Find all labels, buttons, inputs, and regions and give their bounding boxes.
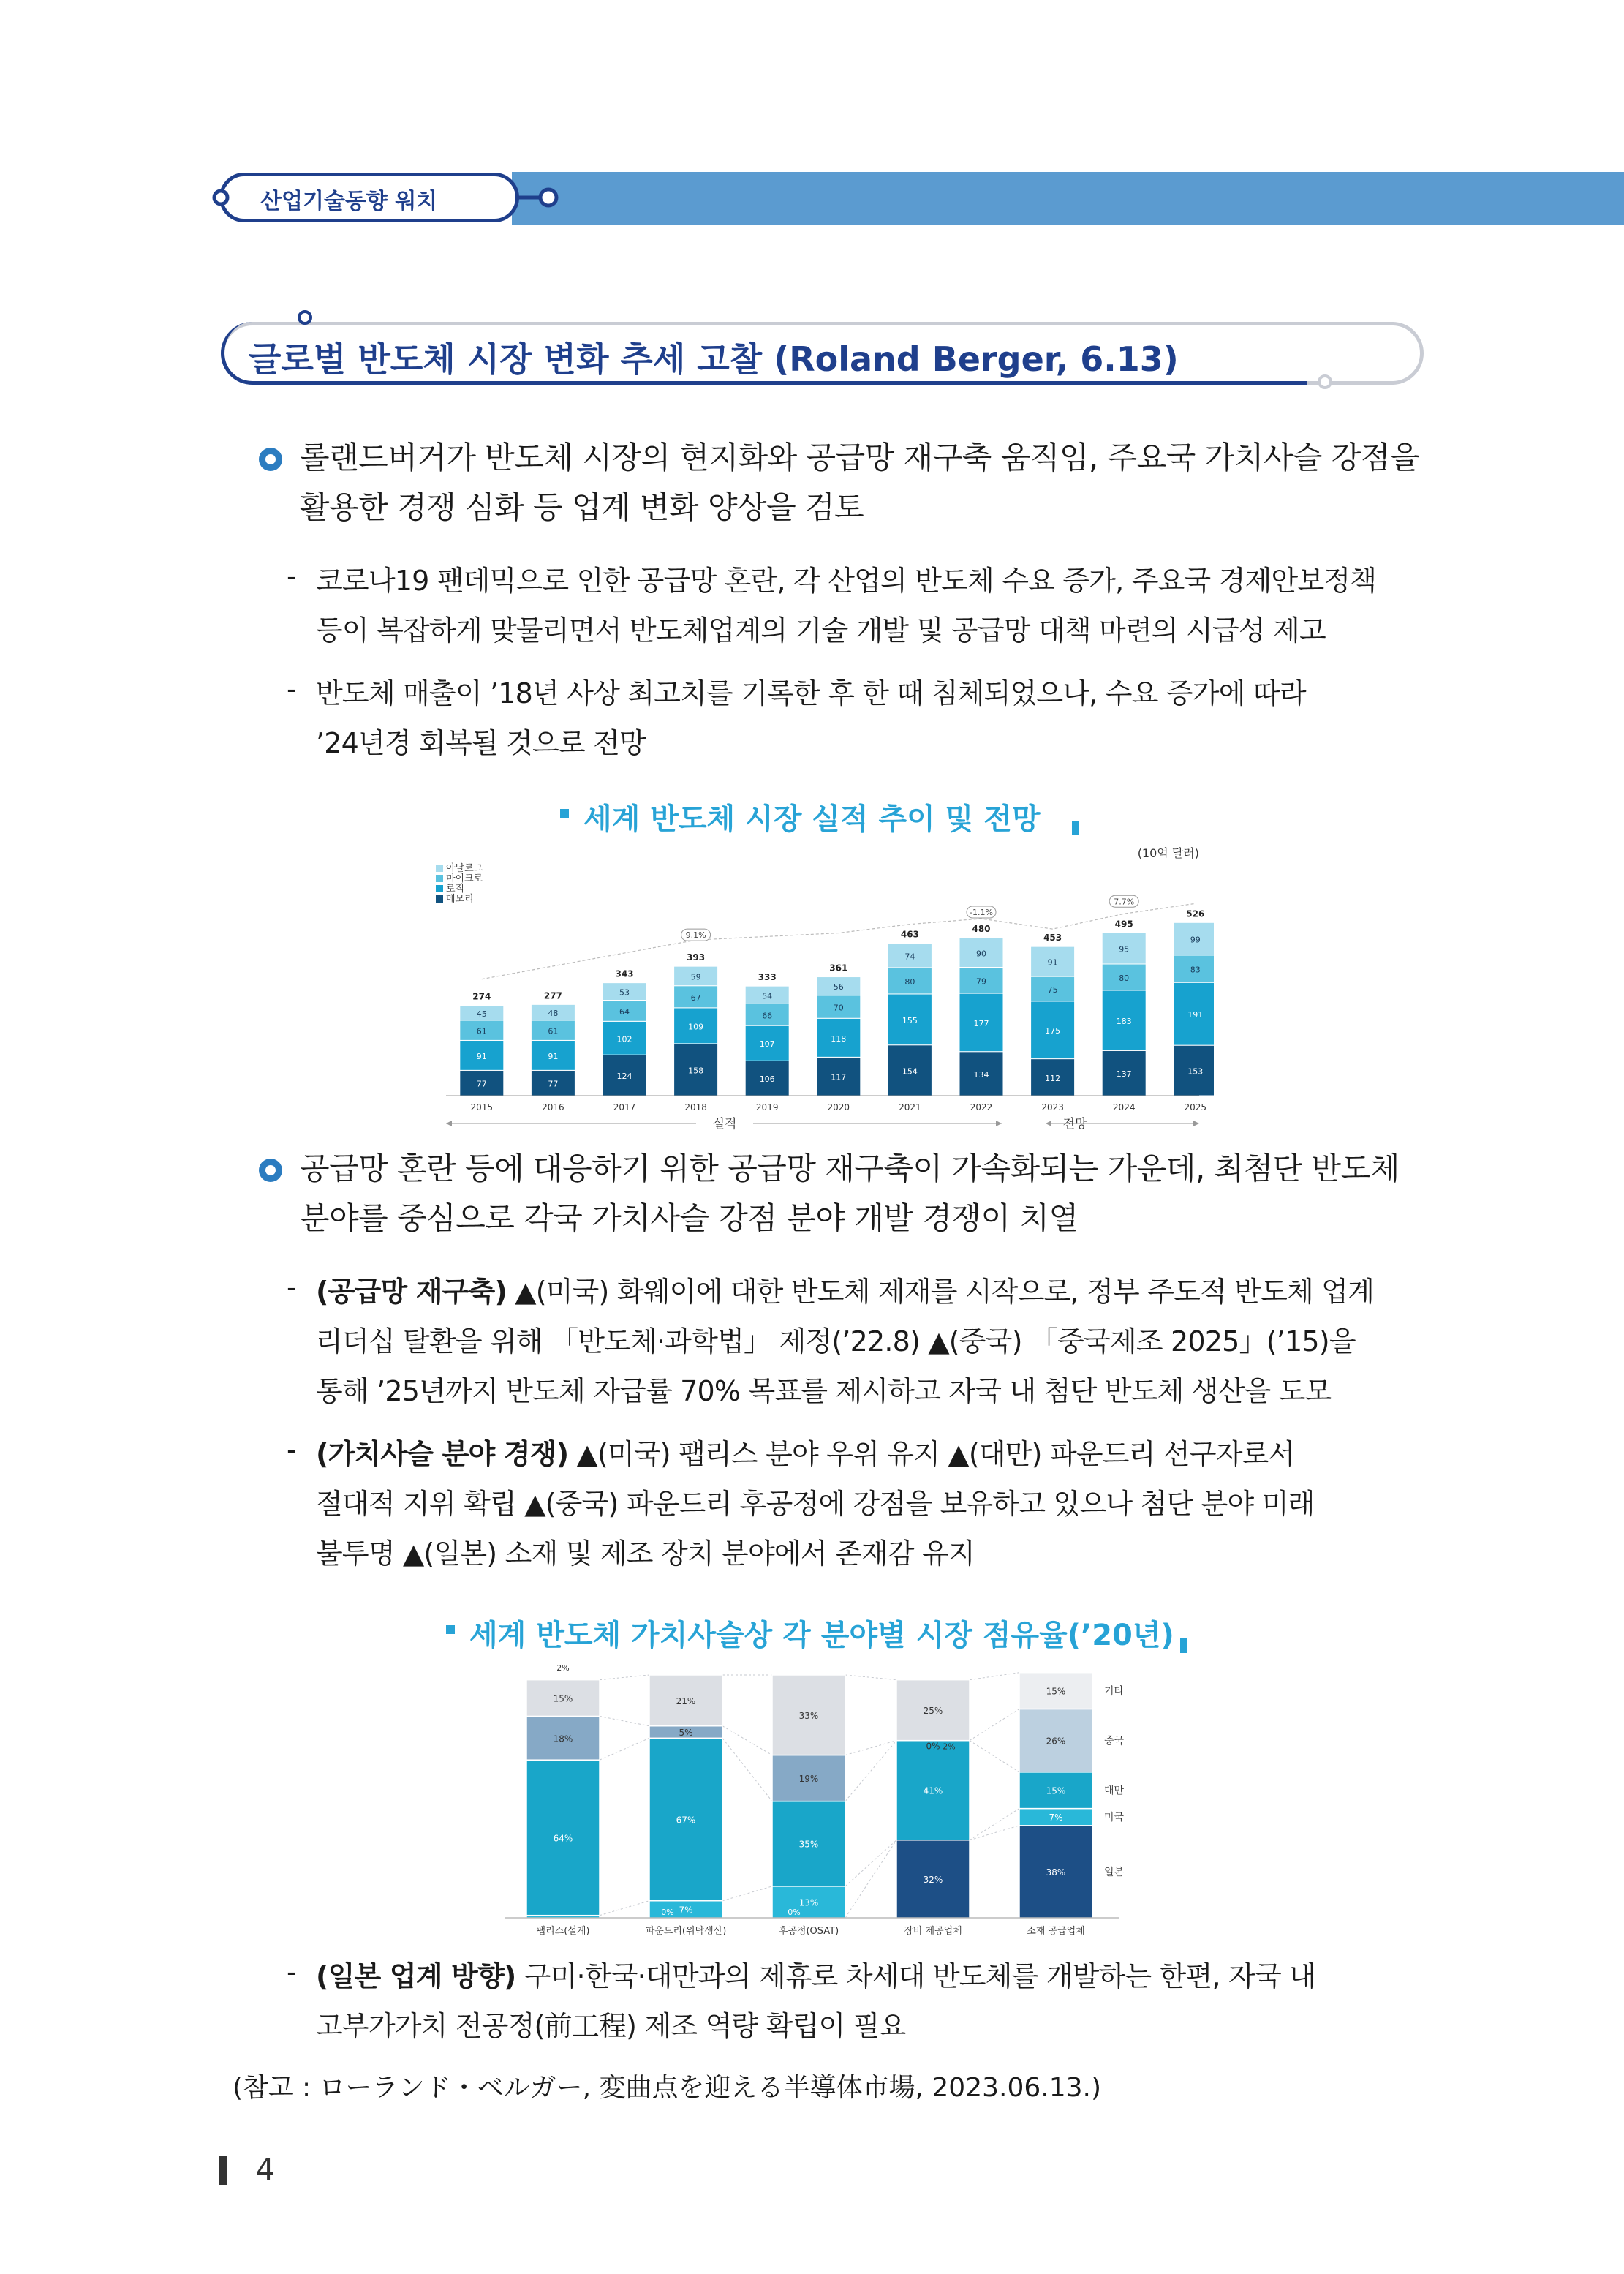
chart2-value-label: 25%	[923, 1706, 943, 1717]
legend-swatch	[436, 865, 443, 872]
chart2-x-tick: 소재 공급업체	[1027, 1926, 1085, 1937]
para1-sub2-line: ’24년경 회복될 것으로 전망	[316, 727, 646, 759]
chart2-legend-label: 미국	[1104, 1812, 1125, 1824]
chart2-value-label: 19%	[798, 1774, 819, 1785]
para1-main-line: 활용한 경쟁 심화 등 업계 변화 양상을 검토	[300, 489, 864, 525]
chart1-value-label: 80	[904, 976, 915, 987]
chart2-legend-label: 일본	[1104, 1866, 1125, 1878]
chart1-value-label: 77	[548, 1079, 559, 1089]
legend-label: 아날로그	[446, 863, 483, 874]
chart2-value-label: 15%	[553, 1693, 573, 1704]
chart2-legend-label: 대만	[1104, 1785, 1125, 1797]
chart1-value-label: 70	[833, 1003, 844, 1013]
chart2-value-label: 67%	[676, 1815, 696, 1826]
para1-sub2-line: 반도체 매출이 ’18년 사상 최고치를 기록한 후 한 때 침체되었으나, 수요 증가에 따라	[316, 677, 1306, 709]
para2-sub3-line: 고부가가치 전공정(前工程) 제조 역량 확립이 필요	[316, 2010, 906, 2042]
page-number: 4	[256, 2153, 275, 2187]
chart2-extra-label: 0%	[788, 1908, 801, 1917]
chart2-connector	[845, 1741, 896, 1801]
chart2-value-label: 13%	[798, 1897, 819, 1908]
chart1-value-label: 99	[1190, 935, 1201, 945]
para2-sub2-line: 불투명 ▲(일본) 소재 및 제조 장치 분야에서 존재감 유지	[316, 1537, 975, 1570]
chart1-value-label: 61	[476, 1026, 487, 1036]
chart2-connector	[722, 1886, 772, 1901]
chart1-period-forecast: 전망	[1062, 1117, 1087, 1132]
chart1-value-label: 59	[690, 972, 701, 982]
chart2-extra-label: 2%	[556, 1663, 570, 1673]
para2-main	[300, 1144, 1459, 1243]
chart1-value-label: 91	[1047, 957, 1058, 968]
dash-marker: -	[287, 673, 297, 705]
para1-sub1-line: 코로나19 팬데믹으로 인한 공급망 혼란, 각 산업의 반도체 수요 증가, 주요국 경제안보정책	[316, 565, 1377, 597]
page-number-bar	[219, 2156, 227, 2185]
chart1-value-label: 118	[831, 1034, 847, 1044]
chart1-value-label: 175	[1045, 1026, 1061, 1036]
legend-label: 마이크로	[446, 873, 483, 884]
chart1-value-label: 53	[619, 987, 630, 998]
chart1-value-label: 155	[902, 1015, 918, 1025]
para2-sub3	[316, 1951, 1438, 2051]
chart1-total-label: 526	[1186, 908, 1205, 919]
chart1-value-label: 158	[688, 1066, 704, 1076]
para2-sub3-line: 구미·한국·대만과의 제휴로 차세대 반도체를 개발하는 한편, 자국 내	[524, 1960, 1316, 1992]
chart2-value-label: 18%	[553, 1733, 573, 1744]
chart1-value-label: 117	[831, 1072, 847, 1083]
chart2-x-tick: 팹리스(설계)	[536, 1926, 590, 1937]
chart1-x-tick: 2016	[542, 1102, 564, 1112]
para2-main-line: 공급망 혼란 등에 대응하기 위한 공급망 재구축이 가속화되는 가운데, 최첨단 반도체	[300, 1151, 1400, 1186]
chart1-x-tick: 2015	[470, 1102, 494, 1112]
header-band	[512, 172, 1624, 225]
chart2-connector	[600, 1901, 649, 1916]
para2-sub1	[316, 1267, 1438, 1416]
chart2-value-label: 0%	[926, 1741, 940, 1752]
chart1-value-label: 91	[476, 1051, 487, 1061]
chart1-x-tick: 2021	[899, 1102, 921, 1112]
chart2-value-label: 5%	[679, 1728, 693, 1739]
chart1-x-tick: 2017	[613, 1102, 636, 1112]
figure1-title-mark	[560, 809, 569, 818]
chart2-connector	[600, 1675, 649, 1680]
chart1-growth-label: 9.1%	[685, 930, 706, 941]
para1-main	[300, 433, 1459, 532]
chart1-x-tick: 2020	[827, 1102, 850, 1112]
dash-marker: -	[287, 1271, 297, 1303]
bullet-circle-icon	[259, 448, 282, 471]
chart1-total-label: 361	[829, 963, 848, 974]
chart1-x-tick: 2022	[970, 1102, 993, 1112]
chart1-value-label: 75	[1047, 984, 1058, 995]
para1-sub1	[316, 556, 1438, 655]
chart2-connector	[970, 1826, 1019, 1840]
figure2-title-end-mark	[1180, 1638, 1187, 1653]
chart1-value-label: 102	[616, 1034, 632, 1044]
chart1-total-label: 393	[687, 952, 706, 963]
chart1-x-tick: 2019	[755, 1102, 779, 1112]
chart1-value-label: 61	[548, 1026, 559, 1036]
chart1-unit: (10억 달러)	[1137, 846, 1199, 860]
chart2-connector	[845, 1741, 896, 1755]
para2-sub1-head: (공급망 재구축)	[316, 1276, 507, 1308]
dash-marker: -	[287, 1434, 297, 1466]
figure1-title: 세계 반도체 시장 실적 추이 및 전망	[583, 802, 1041, 836]
chart1-value-label: 109	[688, 1022, 704, 1032]
chart1-value-label: 124	[616, 1072, 632, 1082]
chart1-value-label: 77	[476, 1079, 487, 1089]
chart2-connector	[845, 1675, 896, 1680]
chart1-total-label: 277	[543, 990, 562, 1001]
chart1-x-tick: 2025	[1184, 1102, 1207, 1112]
legend-swatch	[436, 885, 443, 892]
legend-label: 메모리	[446, 894, 474, 905]
chart2-connector	[970, 1741, 1019, 1772]
chart1-total-label: 480	[972, 924, 991, 934]
chart1-value-label: 48	[548, 1009, 559, 1019]
chart2-value-label: 1%	[556, 1916, 570, 1927]
legend-swatch	[436, 895, 443, 903]
chart2-legend-label: 중국	[1104, 1735, 1125, 1747]
para2-sub2-head: (가치사슬 분야 경쟁)	[316, 1438, 569, 1470]
chart1-value-label: 134	[973, 1069, 989, 1080]
chart2-value-label: 35%	[798, 1839, 819, 1850]
chart2-extra-label: 0%	[661, 1908, 674, 1917]
chart2-x-tick: 후공정(OSAT)	[778, 1926, 839, 1937]
figure2-title: 세계 반도체 가치사슬상 각 분야별 시장 점유율(’20년)	[469, 1619, 1174, 1652]
chart2-value-label: 7%	[679, 1905, 693, 1916]
dash-marker: -	[287, 1956, 297, 1988]
chart2-value-label: 38%	[1046, 1867, 1066, 1878]
chart2-x-tick: 장비 제공업체	[904, 1926, 962, 1937]
chart2-connector	[970, 1809, 1019, 1840]
chart1-value-label: 107	[759, 1039, 775, 1050]
bullet-circle-icon	[259, 1159, 282, 1182]
chart2-value-label: 64%	[553, 1833, 573, 1844]
chart1-x-tick: 2023	[1041, 1102, 1064, 1112]
title-dot-icon	[296, 309, 314, 326]
para2-sub3-head: (일본 업계 방향)	[316, 1960, 516, 1992]
chart1-growth-label: 7.7%	[1114, 897, 1135, 907]
chart2-legend-label: 기타	[1104, 1685, 1125, 1698]
chart2-x-tick: 파운드리(위탁생산)	[645, 1926, 727, 1937]
chart1-value-label: 66	[762, 1011, 773, 1021]
legend-label: 로직	[446, 884, 465, 895]
chart1-value-label: 112	[1045, 1073, 1061, 1083]
chart2-connector	[722, 1738, 772, 1801]
chart2-extra-label: 2%	[943, 1742, 956, 1752]
legend-swatch	[436, 875, 443, 882]
chart1-growth-label: -1.1%	[970, 908, 993, 917]
chart1-total-label: 343	[615, 968, 634, 979]
para1-sub2	[316, 669, 1438, 768]
header-connector-icon	[512, 183, 563, 212]
figure2-title-mark	[446, 1625, 455, 1634]
chart1-value-label: 83	[1190, 965, 1201, 975]
header-label: 산업기술동향 워치	[260, 189, 438, 214]
chart2-value-label: 32%	[923, 1874, 943, 1885]
chart1-value-label: 64	[619, 1006, 630, 1017]
para2-sub1-line: ▲(미국) 화웨이에 대한 반도체 제재를 시작으로, 정부 주도적 반도체 업계	[515, 1276, 1374, 1308]
chart2-value-label: 26%	[1046, 1736, 1066, 1747]
chart2-value-label: 15%	[1046, 1686, 1066, 1697]
chart2-connector	[600, 1738, 649, 1760]
header-dot-icon	[212, 189, 230, 206]
chart1-value-label: 56	[833, 982, 844, 993]
chart1-value-label: 137	[1116, 1069, 1132, 1080]
para2-sub2-line: 절대적 지위 확립 ▲(중국) 파운드리 후공정에 강점을 보유하고 있으나 첨단 분야 미래	[316, 1488, 1315, 1520]
chart1-period-arrows	[446, 1116, 1199, 1132]
chart1-total-label: 453	[1043, 933, 1062, 944]
chart1-value-label: 80	[1119, 974, 1130, 983]
chart1-value-label: 54	[762, 991, 773, 1001]
chart1-value-label: 183	[1116, 1017, 1132, 1027]
chart2-value-label: 7%	[1049, 1812, 1063, 1823]
chart2-connector	[970, 1673, 1019, 1680]
chart1-x-tick: 2018	[684, 1102, 707, 1112]
chart1-value-label: 90	[976, 949, 986, 959]
chart2-value-label: 41%	[923, 1785, 943, 1796]
source-citation: (참고 : ローランド・ベルガー, 変曲点を迎える半導体市場, 2023.06.13.)	[233, 2073, 1101, 2103]
chart2-value-label: 33%	[798, 1710, 819, 1721]
chart1-value-label: 79	[976, 976, 986, 987]
para2-sub2-line: ▲(미국) 팹리스 분야 우위 유지 ▲(대만) 파운드리 선구자로서	[576, 1438, 1295, 1470]
para2-sub1-line: 통해 ’25년까지 반도체 자급률 70% 목표를 제시하고 자국 내 첨단 반도체 생산을 도모	[316, 1375, 1332, 1407]
chart1-value-label: 67	[690, 993, 701, 1003]
chart1-value-label: 74	[904, 952, 915, 962]
chart2-connector	[600, 1716, 649, 1725]
para2-sub1-line: 리더십 탈환을 위해 「반도체·과학법」 제정(’22.8) ▲(중국) 「중국제조 2025」(’15)을	[316, 1325, 1356, 1358]
chart2-connector	[722, 1726, 772, 1755]
chart1-period-actual: 실적	[712, 1117, 737, 1132]
figure1-title-end-mark	[1072, 821, 1079, 835]
chart1-value-label: 45	[476, 1009, 487, 1019]
chart2-value-label: 15%	[1046, 1785, 1066, 1796]
chart1-value-label: 106	[759, 1074, 775, 1085]
chart1-x-tick: 2024	[1112, 1102, 1136, 1112]
chart2-connector	[970, 1709, 1019, 1740]
chart1-value-label: 177	[973, 1018, 989, 1028]
chart1-total-label: 495	[1114, 919, 1133, 930]
para2-main-line: 분야를 중심으로 각국 가치사슬 강점 분야 개발 경쟁이 치열	[300, 1200, 1079, 1236]
chart1-value-label: 91	[548, 1051, 559, 1061]
chart1-value-label: 154	[902, 1066, 918, 1077]
value-chain-share-chart	[497, 1662, 1170, 1947]
title-end-dot-icon	[1316, 373, 1334, 391]
chart1-value-label: 191	[1187, 1010, 1204, 1020]
para1-sub1-line: 등이 복잡하게 맞물리면서 반도체업계의 기술 개발 및 공급망 대책 마련의 시급성 제고	[316, 614, 1326, 647]
chart1-total-label: 463	[900, 929, 919, 940]
chart1-value-label: 95	[1119, 944, 1130, 955]
para2-sub2	[316, 1429, 1438, 1578]
chart2-value-label: 21%	[676, 1695, 696, 1706]
chart1-total-label: 274	[472, 991, 491, 1002]
dash-marker: -	[287, 560, 297, 592]
chart1-total-label: 333	[758, 972, 777, 983]
para1-main-line: 롤랜드버거가 반도체 시장의 현지화와 공급망 재구축 움직임, 주요국 가치사슬 강점을	[300, 440, 1420, 475]
chart2-connector	[845, 1840, 896, 1886]
section-title: 글로벌 반도체 시장 변화 추세 고찰 (Roland Berger, 6.13)	[249, 339, 1179, 379]
chart1-legend	[436, 862, 483, 905]
chart1-value-label: 153	[1187, 1066, 1204, 1077]
market-trend-chart	[424, 841, 1214, 1134]
